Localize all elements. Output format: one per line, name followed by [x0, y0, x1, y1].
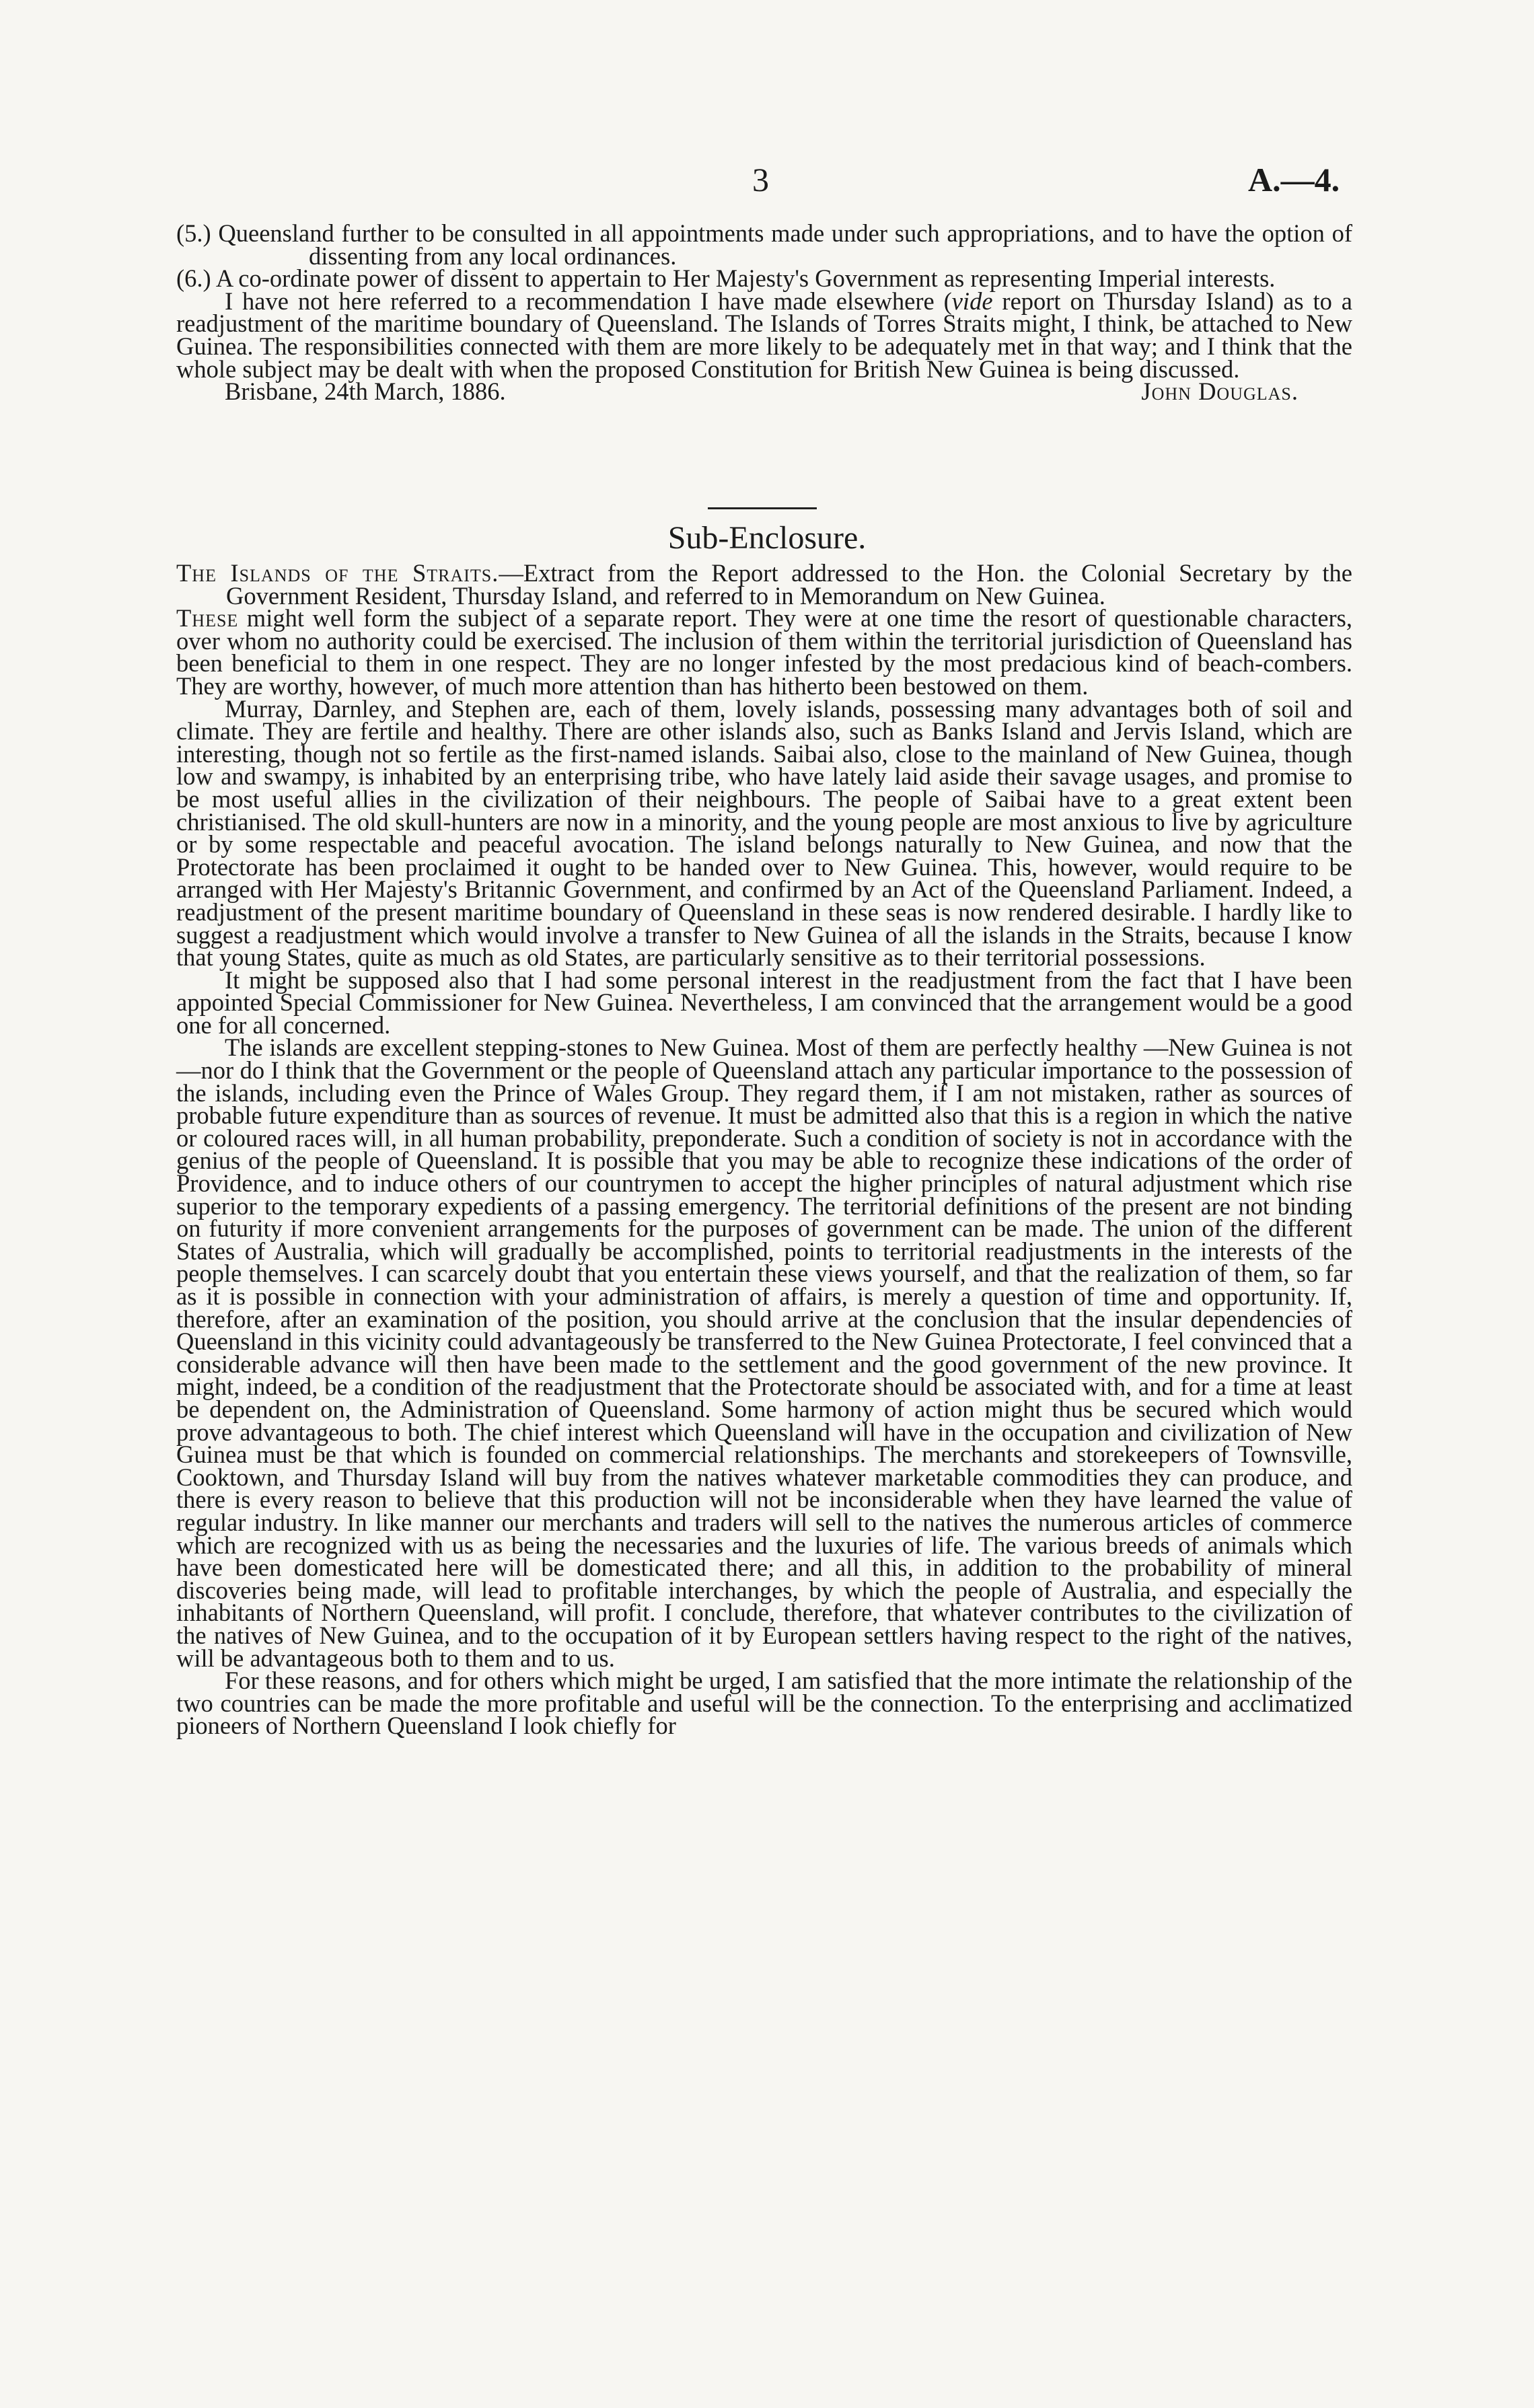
- document-code: A.—4.: [1248, 161, 1340, 198]
- memorandum-block: [176, 219, 1352, 406]
- condition-text: Queensland further to be consulted in all appointments made under such appropriations, and to have the option of dissenting from any local ordinances.: [218, 219, 1352, 270]
- condition-number: (6.): [176, 264, 211, 293]
- extract-text: —Extract from the Report addressed to the Hon. the Colonial Secretary by the Government Resident, Thursday Island, and referred to in Memorandum on New Guinea.: [226, 559, 1352, 610]
- section-divider: [708, 507, 817, 509]
- extract-caption: [176, 559, 1352, 610]
- report-paragraph: It might be supposed also that I had some personal interest in the readjustment from the fact that I have been appointed Special Commissioner for New Guinea. Nevertheless, I am convinced that the arrangement would be a good one for all concerned.: [176, 965, 1352, 1039]
- report-body: [176, 559, 1352, 1740]
- condition-number: (5.): [176, 219, 211, 247]
- signature: John Douglas.: [1141, 377, 1299, 406]
- condition-item: [176, 219, 1352, 270]
- report-paragraph: These might well form the subject of a separate report. They were at one time the resort of questionable characters, over whom no authority could be exercised. The inclusion of them within the territorial jurisdiction of Queensland has been beneficial to them in one respect. They are no longer infested by the most predacious kind of beach-combers. They are worthy, however, of much more attention than has hitherto been bestowed on them.: [176, 604, 1352, 700]
- page-number: 3: [752, 161, 769, 198]
- paragraph-lead: These: [176, 604, 239, 632]
- report-paragraph: Murray, Darnley, and Stephen are, each of them, lovely islands, possessing many advantages both of soil and climate. They are fertile and healthy. There are other islands also, such as Banks Island and Jervis Island, which are interesting, though not so fertile as the first-named islands. Saibai also, close to the mainland of New Guinea, though low and swampy, is inhabited by an enterprising tribe, who have lately laid aside their savage usages, and promise to be most useful allies in the civilization of their neighbours. The people of Saibai have to a great extent been christianised. The old skull-hunters are now in a minority, and the young people are most anxious to live by agriculture or by some respectable and peaceful avocation. The island belongs naturally to New Guinea, and now that the Protectorate has been proclaimed it ought to be handed over to New Guinea. This, however, would require to be arranged with Her Majesty's Britannic Government, and confirmed by an Act of the Queensland Parliament. Indeed, a readjustment of the present maritime boundary of Queensland in these seas is now rendered desirable. I hardly like to suggest a readjustment which would involve a transfer to New Guinea of all the islands in the Straits, because I know that young States, quite as much as old States, are particularly sensitive as to their territorial possessions.: [176, 694, 1352, 972]
- signoff: [176, 377, 1352, 406]
- condition-text: A co-ordinate power of dissent to appertain to Her Majesty's Government as representing Imperial interests.: [215, 264, 1276, 293]
- sub-enclosure-heading: Sub-Enclosure.: [667, 520, 867, 556]
- report-paragraph: The islands are excellent stepping-stones to New Guinea. Most of them are perfectly healthy —New Guinea is not—nor do I think that the Government or the people of Queensland attach any particular importance to the possession of the islands, including even the Prince of Wales Group. They regard them, if I am not mistaken, rather as sources of probable future expenditure than as sources of revenue. It must be admitted also that this is a region in which the native or coloured races will, in all human probability, preponderate. Such a condition of society is not in accordance with the genius of the people of Queensland. It is possible that you may be able to recognize these indications of the order of Providence, and to induce others of our countrymen to accept the higher principles of natural adjustment which rise superior to the temporary expedients of a passing emergency. The territorial definitions of the present are not binding on futurity if more convenient arrangements for the purposes of government can be made. The union of the different States of Australia, which will gradually be accomplished, points to territorial readjustments in the interests of the people themselves. I can scarcely doubt that you entertain these views yourself, and that the realization of them, so far as it is possible in connection with your administration of affairs, is merely a question of time and opportunity. If, therefore, after an examination of the position, you should arrive at the conclusion that the insular dependencies of Queensland in this vicinity could advantageously be transferred to the New Guinea Protectorate, I feel convinced that a considerable advance will then have been made to the settlement and the good government of the new province. It might, indeed, be a condition of the readjustment that the Protectorate should be associated with, and for a time at least be dependent on, the Administration of Queensland. Some harmony of action might thus be secured which would prove advantageous to both. The chief interest which Queensland will have in the occupation and civilization of New Guinea must be that which is founded on commercial relationships. The merchants and storekeepers of Townsville, Cooktown, and Thursday Island will buy from the natives whatever marketable commodities they can produce, and there is every reason to believe that this production will not be inconsiderable when they have learned the value of regular industry. In like manner our merchants and traders will sell to the natives the numerous articles of commerce which are recognized with us as being the necessaries and the luxuries of life. The various breeds of animals which have been domesticated here will be domesticated there; and all this, in addition to the probability of mineral discoveries being made, will lead to profitable interchanges, by which the people of Australia, and especially the inhabitants of Northern Queensland, will profit. I conclude, therefore, that whatever contributes to the civilization of the natives of New Guinea, and to the occupation of it by European settlers having respect to the right of the natives, will be advantageous both to them and to us.: [176, 1033, 1352, 1672]
- condition-item: [176, 264, 1352, 293]
- memo-paragraph: I have not here referred to a recommendation I have made elsewhere (vide report on Thursday Island) as to a readjustment of the maritime boundary of Queensland. The Islands of Torres Straits might, I think, be attached to New Guinea. The responsibilities connected with them are more likely to be adequately met in that way; and I think that the whole subject may be dealt with when the proposed Constitution for British New Guinea is being discussed.: [176, 287, 1352, 383]
- vide-word: vide: [951, 287, 993, 315]
- extract-label: The Islands of the Straits.: [176, 559, 499, 587]
- place-date: Brisbane, 24th March, 1886.: [225, 377, 506, 406]
- report-paragraph: For these reasons, and for others which might be urged, I am satisfied that the more intimate the relationship of the two countries can be made the more profitable and useful will be the connection. To the enterprising and acclimatized pioneers of Northern Queensland I look chiefly for: [176, 1667, 1352, 1740]
